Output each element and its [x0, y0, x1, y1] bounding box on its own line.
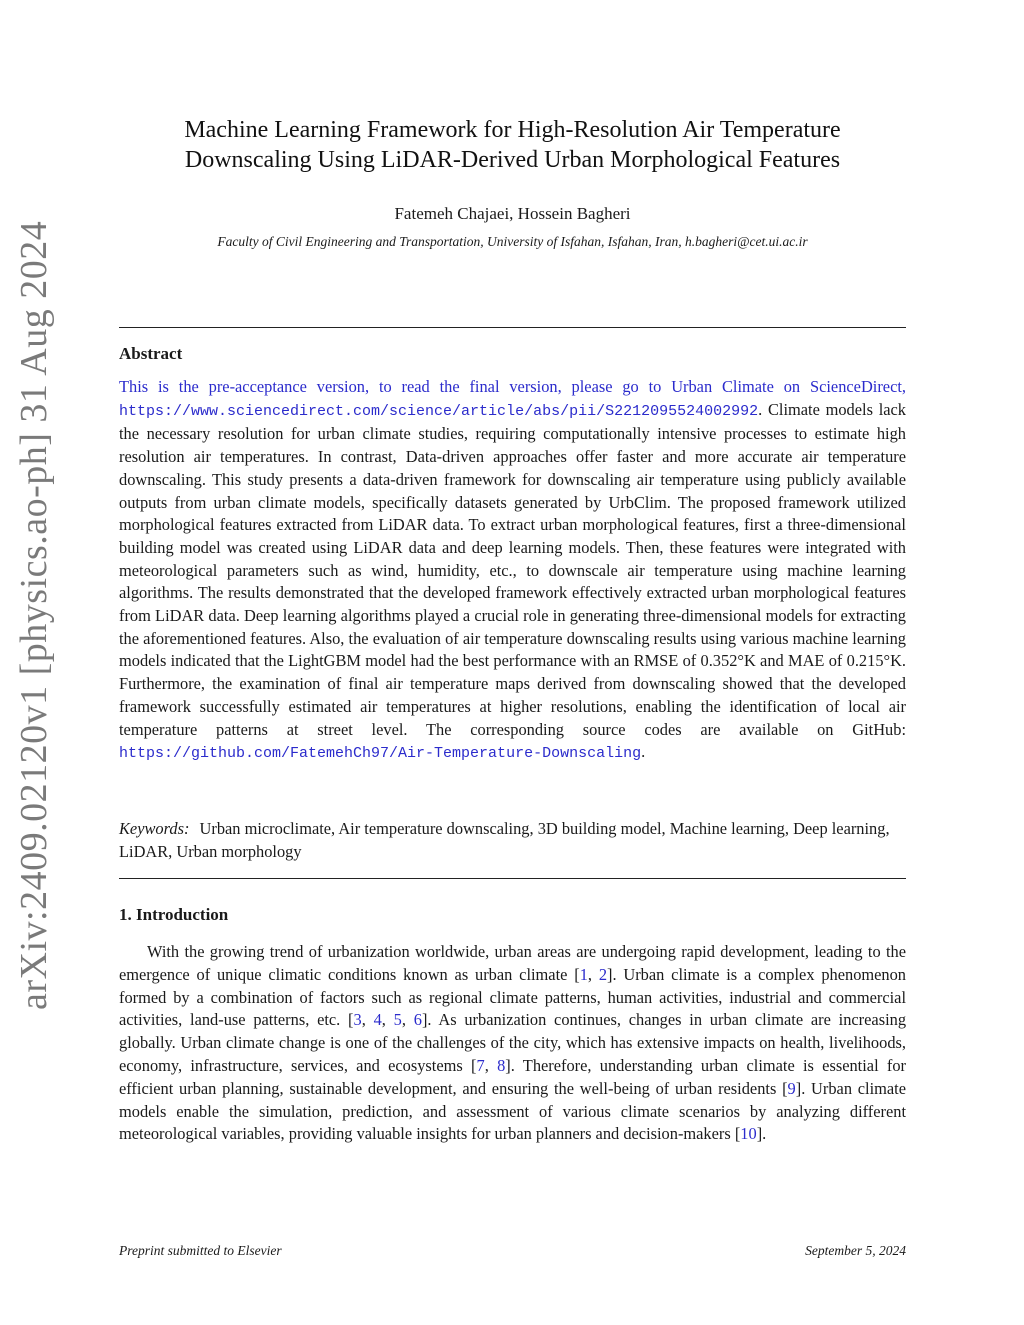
intro-text: ]. As urbanization continues, changes in urban climate are increasing globally. Urban climate change is one of the challenges of the city, which has extensive impacts on health, livelihoods, economy, infrastructure, services, and ecosystems [: [119, 1010, 907, 1075]
citation-link[interactable]: 3: [353, 1010, 362, 1030]
final-version-link[interactable]: This is the pre-acceptance version, to read the final version, please go to Urban Climate on ScienceDirect,: [119, 377, 906, 396]
authors: Fatemeh Chajaei, Hossein Bagheri: [394, 204, 631, 223]
keywords-label: Keywords:: [119, 819, 190, 838]
title-line-2: Downscaling Using LiDAR-Derived Urban Morphological Features: [184, 147, 841, 173]
intro-text: With the growing trend of urbanization worldwide, urban areas are undergoing rapid development, leading to the emergence of unique climatic conditions known as urban climate [: [119, 942, 906, 984]
citation-link[interactable]: 10: [740, 1124, 757, 1144]
citation-link[interactable]: 2: [598, 964, 608, 984]
keywords-text: Urban microclimate, Air temperature downscaling, 3D building model, Machine learning, Deep learning, LiDAR, Urban morphology: [119, 819, 890, 861]
abstract-heading: Abstract: [119, 344, 183, 363]
citation-link[interactable]: 1: [579, 964, 588, 984]
affiliation: Faculty of Civil Engineering and Transportation, University of Isfahan, Isfahan, Iran, h.bagheri@cet.ui.ac.ir: [217, 234, 808, 249]
section-heading-introduction: 1. Introduction: [119, 905, 229, 924]
introduction-paragraph: With the growing trend of urbanization worldwide, urban areas are undergoing rapid development, leading to the emergence of unique climatic conditions known as urban climate [1, 2]. Urban climate is a complex phenomenon formed by a combination of factors such as regional climate patterns, human activities, industrial and commercial activities, land-use patterns, etc. [3, 4, 5, 6]. As urbanization continues, changes in urban climate are increasing globally. Urban climate change is one of the challenges of the city, which has extensive impacts on health, livelihoods, economy, infrastructure, services, and ecosystems [7, 8]. Therefore, understanding urban climate is essential for efficient urban planning, sustainable development, and ensuring the well-being of urban residents [9]. Urban climate models enable the simulation, prediction, and assessment of various climate scenarios by analyzing different meteorological variables, providing valuable insights for urban planners and decision-makers [10].: [119, 942, 907, 1144]
keywords: [119, 818, 906, 863]
footer-date: September 5, 2024: [805, 1243, 906, 1258]
citation-link[interactable]: 4: [373, 1010, 382, 1030]
abstract-text: [119, 376, 906, 766]
abstract-end: .: [641, 742, 646, 762]
citation-link[interactable]: 6: [413, 1010, 422, 1030]
title-line-1: Machine Learning Framework for High-Resolution Air Temperature: [184, 117, 841, 143]
citation-link[interactable]: 9: [787, 1078, 796, 1098]
abstract-body: . Climate models lack the necessary resolution for urban climate studies, requiring computationally intensive processes to estimate high resolution air temperatures. In contrast, Data-driven approaches offer faster and more accurate air temperature downscaling. This study presents a data-driven framework for downscaling air temperature using publicly available outputs from urban climate models, specifically datasets generated by UrbClim. The proposed framework utilized morphological features extracted from LiDAR data. To extract urban morphological features, first a three-dimensional building model was created using LiDAR data and deep learning models. Then, these features were integrated with meteorological parameters such as wind, humidity, etc., to downscale air temperature using machine learning algorithms. The results demonstrated that the developed framework effectively extracted urban morphological features from LiDAR data. Deep learning algorithms played a crucial role in generating three-dimensional models for extracting the aforementioned features. Also, the evaluation of air temperature downscaling results using various machine learning models indicated that the LightGBM model had the best performance with an RMSE of 0.352°K and MAE of 0.215°K. Furthermore, the examination of final air temperature maps derived from downscaling showed that the developed framework successfully estimated air temperatures at higher resolutions, enabling the identification of local air temperature patterns at street level. The corresponding source codes are available on GitHub:: [119, 399, 906, 739]
github-url[interactable]: https://github.com/FatemehCh97/Air-Temperature-Downscaling: [119, 745, 642, 763]
intro-text: ]. Urban climate is a complex phenomenon formed by a combination of factors such as regional climate patterns, human activities, industrial and commercial activities, land-use patterns, etc. [: [119, 964, 906, 1030]
citation-link[interactable]: 8: [497, 1055, 506, 1075]
paper-title: [119, 115, 906, 175]
sciencedirect-url[interactable]: https://www.sciencedirect.com/science/article/abs/pii/S2212095524002992: [119, 402, 759, 420]
footer-preprint-note: Preprint submitted to Elsevier: [119, 1243, 282, 1258]
intro-text: ]. Urban climate models enable the simulation, prediction, and assessment of various climate scenarios by analyzing different meteorological variables, providing valuable insights for urban planners and decision-makers [: [119, 1078, 906, 1144]
abstract-bottom-rule: [119, 878, 906, 879]
intro-text: ].: [756, 1124, 767, 1144]
abstract-top-rule: [119, 327, 906, 328]
citation-link[interactable]: 7: [476, 1055, 485, 1075]
citation-link[interactable]: 5: [393, 1010, 402, 1030]
arxiv-identifier: arXiv:2409.02120v1 [physics.ao-ph] 31 Aug 2024: [13, 220, 55, 1010]
intro-text: ]. Therefore, understanding urban climate is essential for efficient urban planning, sustainable development, and ensuring the well-being of urban residents [: [119, 1055, 907, 1098]
